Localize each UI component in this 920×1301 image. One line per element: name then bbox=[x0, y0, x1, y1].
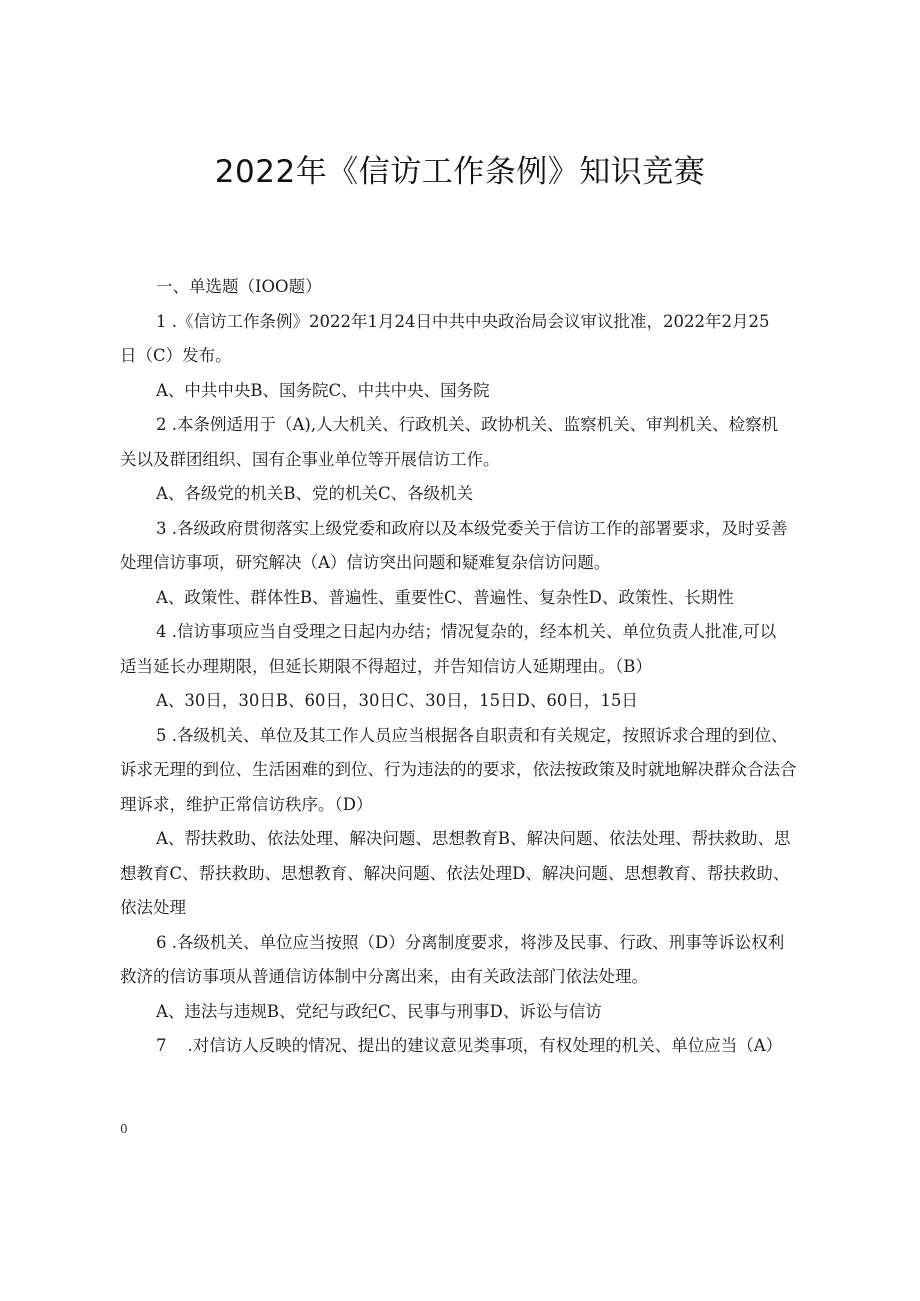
document-body bbox=[120, 270, 822, 1064]
question-6-options: A、违法与违规B、党纪与政纪C、民事与刑事D、诉讼与信访 bbox=[156, 1001, 602, 1021]
question-1-options: A、中共中央B、国务院C、中共中央、国务院 bbox=[156, 380, 490, 400]
question-4-line-2: 适当延长办理期限，但延长期限不得超过，并告知信访人延期理由。（B） bbox=[120, 656, 652, 676]
question-2-options: A、各级党的机关B、党的机关C、各级机关 bbox=[156, 484, 474, 503]
question-5-line-1: 5 .各级机关、单位及其工作人员应当根据各自职责和有关规定，按照诉求合理的到位、 bbox=[156, 725, 788, 745]
question-3-line-2: 处理信访事项，研究解决（A）信访突出问题和疑难复杂信访问题。 bbox=[120, 553, 611, 572]
question-4-line-1: 4 .信访事项应当自受理之日起内办结；情况复杂的，经本机关、单位负责人批准,可以 bbox=[156, 622, 777, 641]
question-3-line-1: 3 .各级政府贯彻落实上级党委和政府以及本级党委关于信访工作的部署要求，及时妥善 bbox=[156, 518, 788, 538]
question-1-line-2: 日（C）发布。 bbox=[120, 346, 232, 365]
question-6-line-2: 救济的信访事项从普通信访体制中分离出来，由有关政法部门依法处理。 bbox=[120, 967, 648, 986]
question-7-line-1: 7 .对信访人反映的情况、提出的建议意见类事项，有权处理的机关、单位应当（A） bbox=[156, 1036, 783, 1055]
question-5-options-line-1: A、帮扶救助、依法处理、解决问题、思想教育B、解决问题、依法处理、帮扶救助、思 bbox=[156, 829, 791, 848]
question-5-options-line-2: 想教育C、帮扶救助、思想教育、解决问题、依法处理D、解决问题、思想教育、帮扶救助、 bbox=[120, 863, 790, 883]
question-5-line-3: 理诉求，维护正常信访秩序。（D） bbox=[120, 794, 373, 814]
question-6-line-1: 6 .各级机关、单位应当按照（D）分离制度要求，将涉及民事、行政、刑事等诉讼权利 bbox=[156, 932, 785, 952]
question-3-options: A、政策性、群体性B、普遍性、重要性C、普遍性、复杂性D、政策性、长期性 bbox=[156, 587, 734, 607]
question-2-line-1: 2 .本条例适用于（A),人大机关、行政机关、政协机关、监察机关、审判机关、检察机 bbox=[156, 415, 779, 434]
question-1-line-1: 1 .《信访工作条例》2022年1月24日中共中央政治局会议审议批准，2022年2月25 bbox=[156, 311, 770, 331]
question-4-options: A、30日，30日B、60日，30日C、30日，15日D、60日，15日 bbox=[156, 691, 638, 710]
page-number: 0 bbox=[120, 1122, 128, 1136]
question-5-line-2: 诉求无理的到位、生活困难的到位、行为违法的的要求，依法按政策及时就地解决群众合法合 bbox=[120, 760, 797, 779]
question-2-line-2: 关以及群团组织、国有企事业单位等开展信访工作。 bbox=[120, 449, 500, 469]
document-title: 2022年《信访工作条例》知识竞赛 bbox=[214, 154, 706, 190]
question-5-options-line-3: 依法处理 bbox=[120, 898, 186, 917]
section-heading: 一、单选题（IOO题） bbox=[156, 277, 322, 296]
